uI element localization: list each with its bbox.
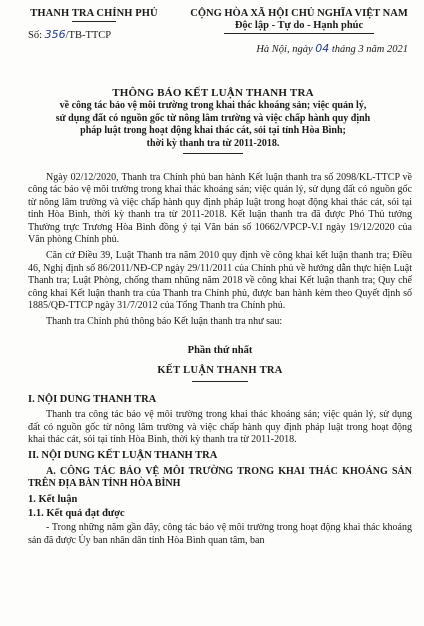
subtitle-line: thời kỳ thanh tra từ 2011-2018. [146,137,280,149]
paragraph: Thanh tra công tác bảo vệ môi trường trong khai thác khoáng sản; việc quản lý, sử dụng đất có nguồn gốc từ nông lâm trường và việc chấp hành quy định pháp luật trong hoạt động khai thác cát, sỏi tại tỉnh Hòa Bình, thời kỳ thanh tra từ 2011-2018. [28,409,412,445]
issue-date [186,42,412,55]
national-title: CỘNG HÒA XÃ HỘI CHỦ NGHĨA VIỆT NAM [190,8,408,19]
section-heading: II. NỘI DUNG KẾT LUẬN THANH TRA [28,450,218,462]
part-heading: Phần thứ nhất [187,344,253,356]
doc-number-handwritten: 356 [44,28,66,41]
date-prefix: Hà Nội, ngày [256,44,313,55]
motto-underline [224,33,374,34]
date-rest: tháng 3 năm 2021 [331,44,408,55]
subtitle-line: pháp luật trong hoạt động khai thác cát, sỏi tại tỉnh Hòa Bình; [80,125,346,136]
document-title: THÔNG BÁO KẾT LUẬN THANH TRA [112,87,314,99]
paragraph: Căn cứ Điều 39, Luật Thanh tra năm 2010 quy định về công khai kết luận thanh tra; Điều 46, Nghị định số 86/2011/NĐ-CP ngày 29/11/2011 của Chính phủ về hướng dẫn thực hiện Luật Thanh tra; Luật Phòng, chống tham nhũng năm 2018 về công khai Kết luận thanh tra; Quy chế công khai Kết luận thanh tra của Thanh tra Chính phủ, được ban hành kèm theo Quyết định số 1885/QĐ-TTCP ngày 31/7/2012 của Tổng Thanh tra Chính phủ. [28,250,412,312]
document-number [14,28,174,41]
paragraph: Thanh tra Chính phủ thông báo Kết luận thanh tra như sau: [46,316,283,328]
section-heading: I. NỘI DUNG THANH TRA [28,393,157,405]
subtitle-line: sử dụng đất có nguồn gốc từ nông lâm trường và việc chấp hành quy định [55,112,371,124]
national-motto-block [186,8,412,55]
subsection-heading: A. CÔNG TÁC BẢO VỆ MÔI TRƯỜNG TRONG KHAI THÁC KHOÁNG SẢN TRÊN ĐỊA BÀN TỈNH HÒA BÌNH [28,465,412,490]
issuing-agency: THANH TRA CHÍNH PHỦ [30,8,158,19]
item-heading: 1.1. Kết quả đạt được [28,507,125,519]
subtitle-line: về công tác bảo vệ môi trường trong khai thác khoáng sản; việc quản lý, [59,100,367,111]
issuing-agency-block [14,8,174,41]
document-title-block [14,87,412,154]
part-underline [192,381,248,382]
document-body [28,172,412,551]
title-underline [183,153,243,154]
doc-number-prefix: Số: [28,30,43,41]
item-heading: 1. Kết luận [28,493,78,505]
doc-number-suffix: /TB-TTCP [65,30,112,41]
national-motto: Độc lập - Tự do - Hạnh phúc [234,20,364,31]
agency-underline [72,21,116,22]
part-title: KẾT LUẬN THANH TRA [157,365,283,377]
document-subtitle [14,100,412,150]
date-day-handwritten: 04 [315,42,330,55]
paragraph: Ngày 02/12/2020, Thanh tra Chính phủ ban hành Kết luận thanh tra số 2098/KL-TTCP về công tác bảo vệ môi trường trong khai thác khoáng sản; việc quản lý, sử dụng đất có nguồn gốc từ nông lâm trường và việc chấp hành quy định pháp luật trong hoạt động khai thác cát, sỏi tại tỉnh Hòa Bình, thời kỳ thanh tra từ 2011-2018. Kết luận thanh tra đã được Phó Thủ tướng Thường trực Trương Hòa Bình đồng ý tại Văn bản số 10662/VPCP-V.I ngày 19/12/2020 của Văn phòng Chính phủ. [28,172,412,246]
paragraph: - Trong những năm gần đây, công tác bảo vệ môi trường trong hoạt động khai thác khoáng sản đã được Ủy ban nhân dân tỉnh Hòa Bình quan tâm, ban [28,522,412,546]
